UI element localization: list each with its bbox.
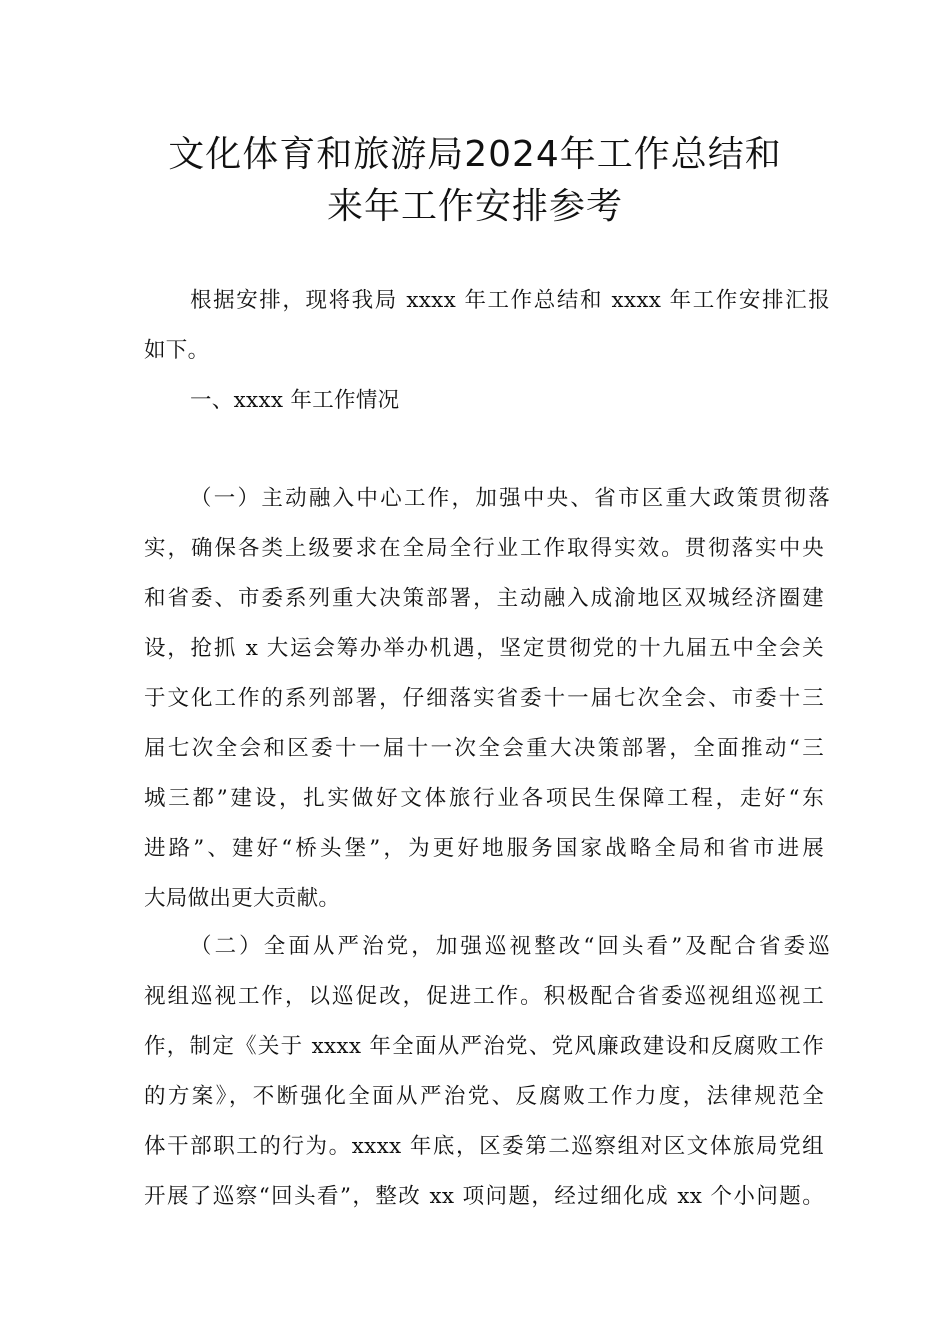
paragraph-1-line: 于文化工作的系列部署，仔细落实省委十一届七次全会、市委十三 xyxy=(144,686,824,711)
paragraph-2-line: （二）全面从严治党，加强巡视整改“回头看”及配合省委巡 xyxy=(190,934,830,959)
paragraph-1-line: 实，确保各类上级要求在全局全行业工作取得实效。贯彻落实中央 xyxy=(144,536,824,561)
paragraph-1-line: 城三都”建设，扎实做好文体旅行业各项民生保障工程，走好“东 xyxy=(144,786,824,811)
paragraph-2-line: 作，制定《关于 xxxx 年全面从严治党、党风廉政建设和反腐败工作 xyxy=(144,1034,824,1059)
paragraph-1-line: 和省委、市委系列重大决策部署，主动融入成渝地区双城经济圈建 xyxy=(144,586,824,611)
document-title-line-2: 来年工作安排参考 xyxy=(326,186,623,227)
document-title-line-1: 文化体育和旅游局2024年工作总结和 xyxy=(168,134,782,175)
paragraph-1-line: （一）主动融入中心工作，加强中央、省市区重大政策贯彻落 xyxy=(190,486,830,511)
paragraph-2-line: 视组巡视工作，以巡促改，促进工作。积极配合省委巡视组巡视工 xyxy=(144,984,824,1009)
paragraph-1-line: 设，抢抓 x 大运会筹办举办机遇，坚定贯彻党的十九届五中全会关 xyxy=(144,636,824,661)
paragraph-2-line: 的方案》，不断强化全面从严治党、反腐败工作力度，法律规范全 xyxy=(144,1084,824,1109)
paragraph-1-line: 大局做出更大贡献。 xyxy=(144,886,341,911)
paragraph-2-line: 体干部职工的行为。xxxx 年底，区委第二巡察组对区文体旅局党组 xyxy=(144,1134,824,1159)
intro-line-1: 根据安排，现将我局 xxxx 年工作总结和 xxxx 年工作安排汇报 xyxy=(190,288,830,313)
paragraph-1-line: 进路”、建好“桥头堡”，为更好地服务国家战略全局和省市进展 xyxy=(144,836,824,861)
paragraph-1-line: 届七次全会和区委十一届十一次全会重大决策部署，全面推动“三 xyxy=(144,736,824,761)
section-heading: 一、xxxx 年工作情况 xyxy=(190,388,400,413)
paragraph-2-line: 开展了巡察“回头看”，整改 xx 项问题，经过细化成 xx 个小问题。 xyxy=(144,1184,824,1209)
intro-line-2: 如下。 xyxy=(144,338,210,363)
